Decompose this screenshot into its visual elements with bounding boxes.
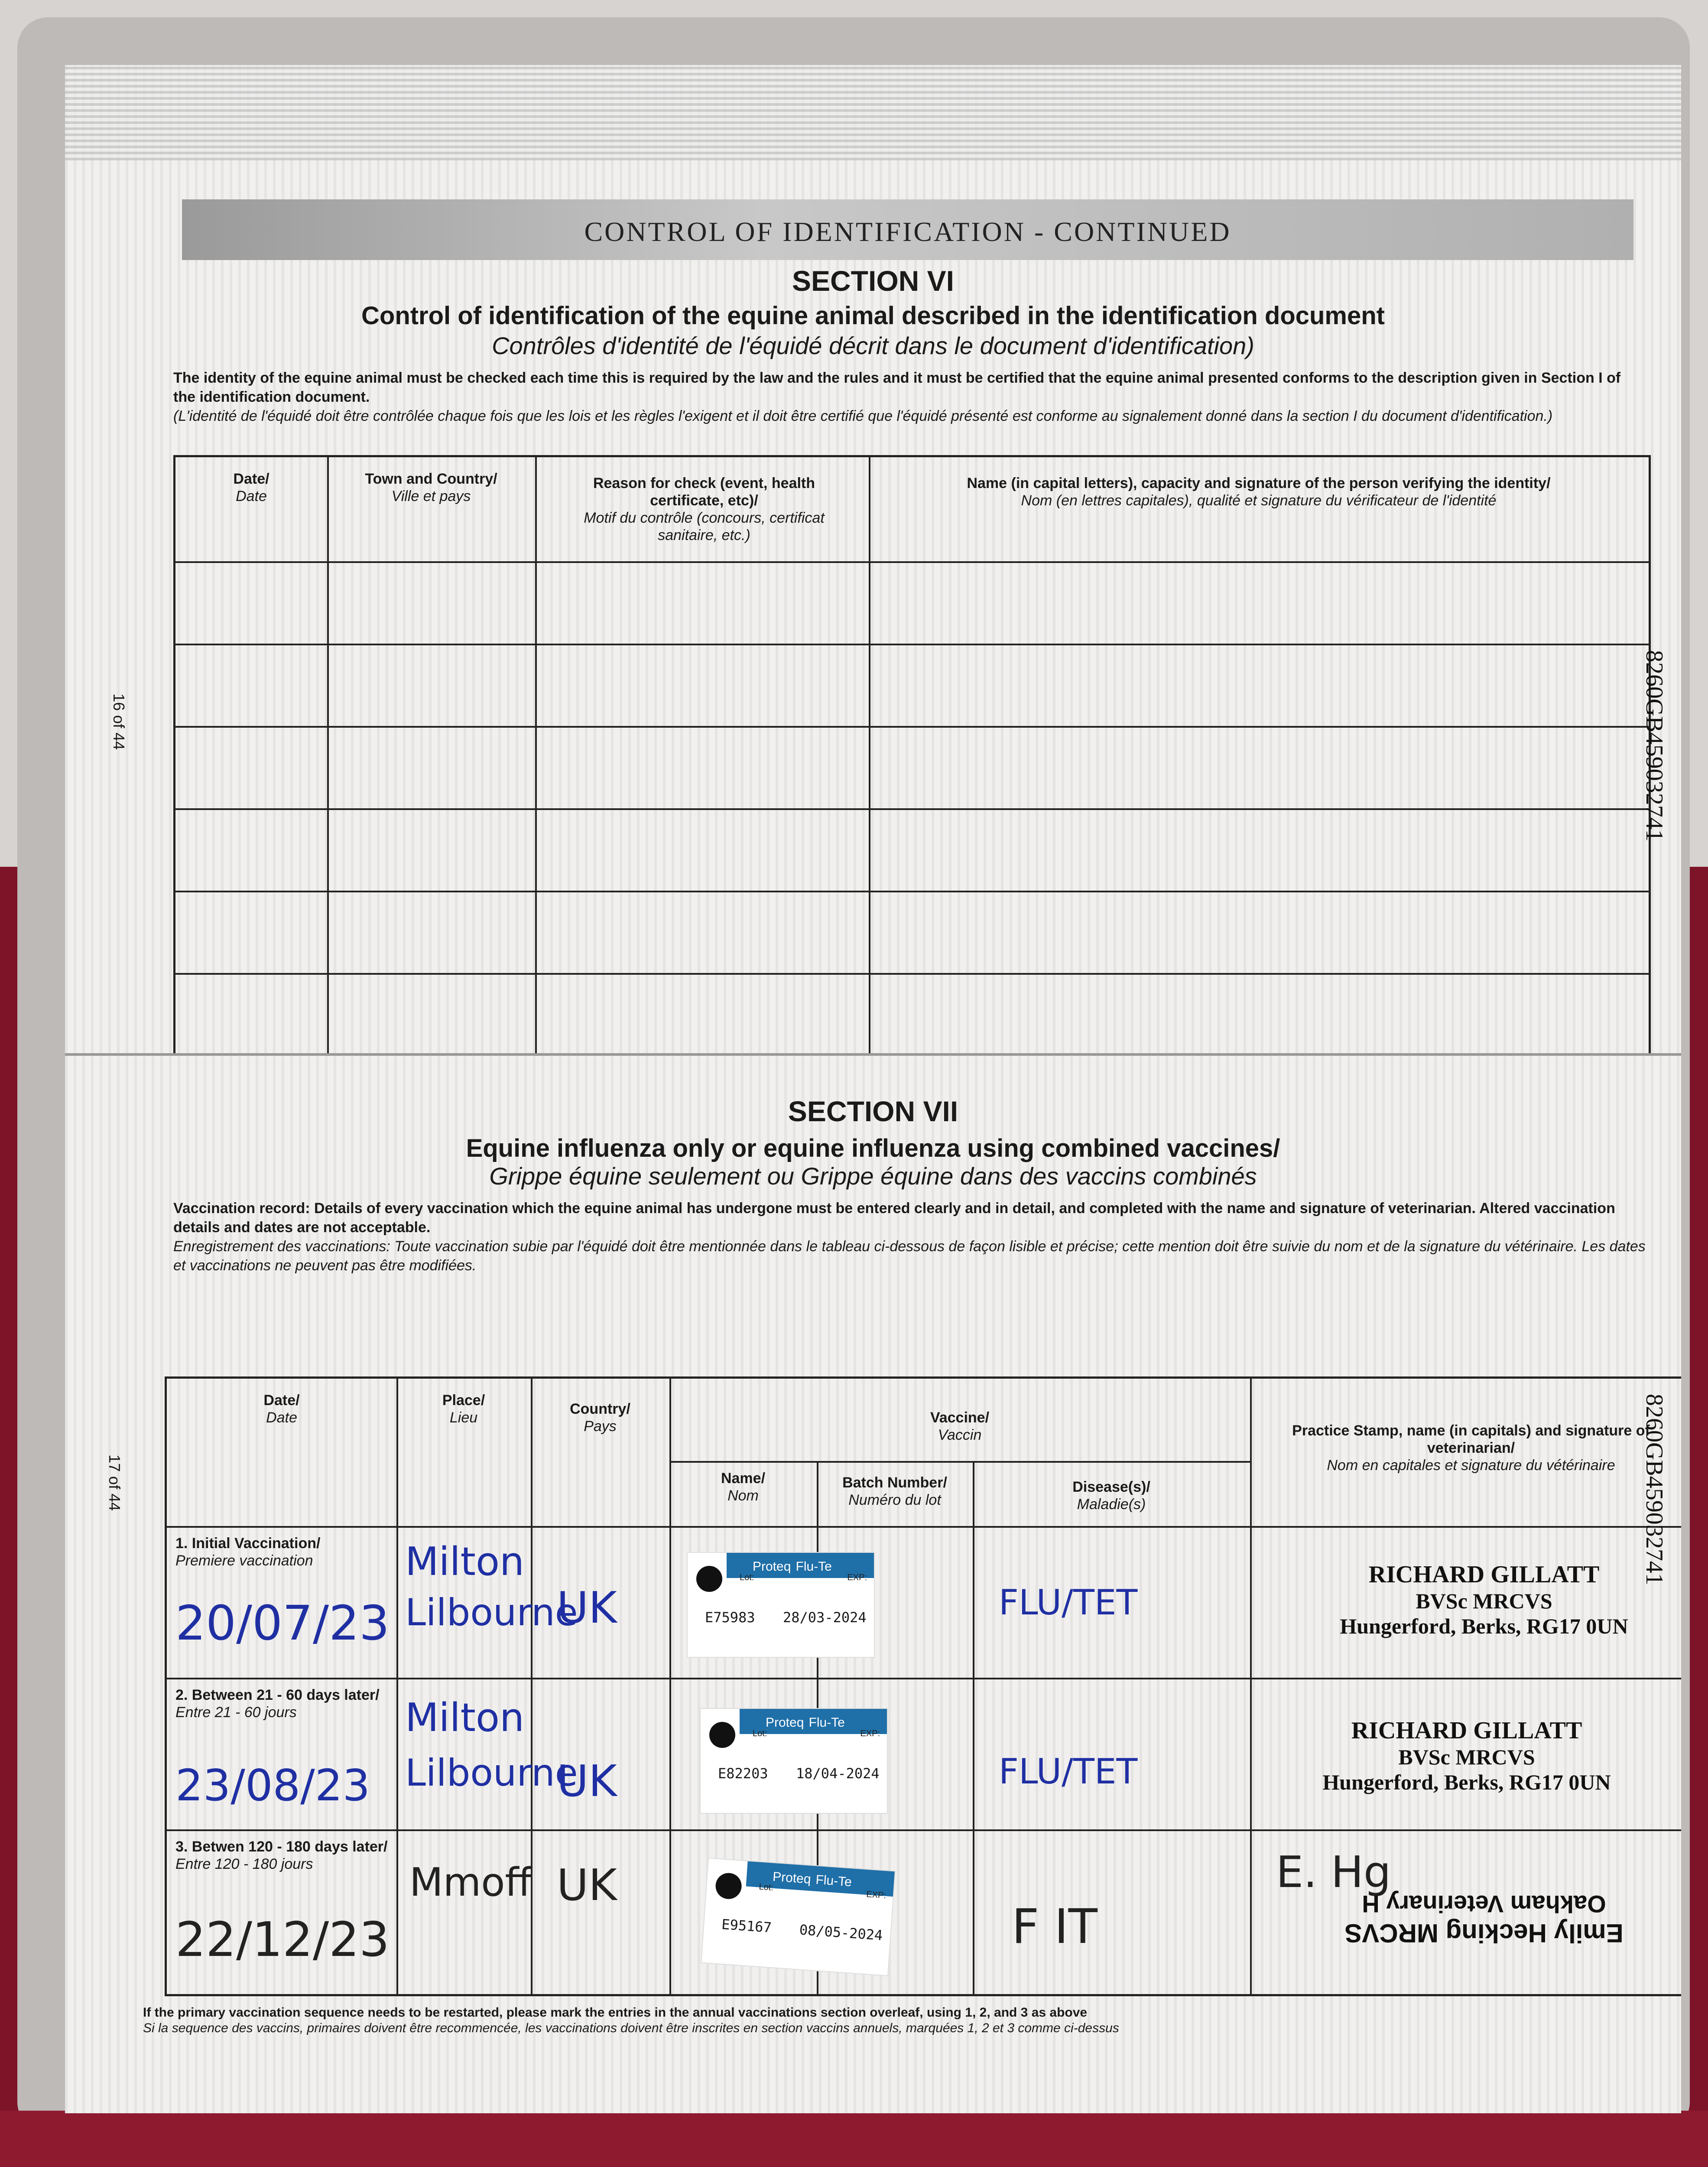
row2-place-line1: Milton	[405, 1695, 525, 1741]
row2-country: UK	[557, 1756, 617, 1806]
row1-label: 1. Initial Vaccination/ Premiere vaccination	[175, 1535, 321, 1569]
section-vi-intro	[173, 368, 1646, 426]
section-vii-subtitle-en: Equine influenza only or equine influenza using combined vaccines/	[466, 1134, 1280, 1162]
row1-batch: E75983	[705, 1609, 755, 1626]
row2-vaccine-label: Proteq Flu-Te Lot: EXP: E82203 18/04-2024	[700, 1708, 888, 1814]
page-section-vii	[65, 1053, 1681, 2113]
vaccination-table	[165, 1376, 1681, 1996]
section-vi-subtitle-en: Control of identification of the equine animal described in the identification document	[361, 302, 1385, 330]
col-town-country: Town and Country/ Ville et pays	[365, 471, 497, 504]
col-date: Date/ Date	[233, 471, 270, 504]
row3-disease: F IT	[1012, 1899, 1098, 1954]
row1-disease: FLU/TET	[999, 1582, 1138, 1623]
vaccination-record-text	[173, 1199, 1646, 1275]
record-fr: Enregistrement des vaccinations: Toute vaccination subie par l'équidé doit être mentionnée dans le tableau ci-dessous de façon lisible et précise; cette mention doit être suivie du nom et de la signature du vétérinaire. Les dates et vaccinations ne peuvent pas être modifiées.	[173, 1238, 1646, 1274]
col-disease: Disease(s)/ Maladie(s)	[1072, 1479, 1150, 1513]
section-vi-subtitle-fr: Contrôles d'identité de l'équidé décrit dans le document d'identification)	[492, 332, 1254, 359]
passport-id-bottom: 8260GB459032741	[1641, 1394, 1668, 1585]
row2-vaccine-brand: Proteq Flu-Te	[766, 1715, 845, 1730]
col-place: Place/ Lieu	[442, 1392, 485, 1426]
row3-vet-stamp: Emily Hecking MRCVS Oakham Veterinary H	[1344, 1890, 1624, 1948]
passport-cover-edge	[0, 2111, 1708, 2167]
record-en: Vaccination record: Details of every vaccination which the equine animal has undergone must be entered clearly and in detail, and completed with the name and signature of veterinarian. Altered vaccination details and dates are not acceptable.	[173, 1200, 1615, 1236]
page-number-17: 17 of 44	[106, 1454, 123, 1511]
intro-fr: (L'identité de l'équidé doit être contrôlée chaque fois que les lois et les règles l'exigent et il doit être certifié que l'équidé présenté est conforme au signalement donné dans la section I du document d'identification.)	[173, 408, 1553, 424]
col-reason: Reason for check (event, health certificate, etc)/ Motif du contrôle (concours, certificat sanitaire, etc.)	[584, 475, 825, 543]
col-vaccine-name: Name/ Nom	[721, 1470, 766, 1504]
page-section-vi	[65, 65, 1681, 1105]
row3-country: UK	[557, 1860, 617, 1910]
section-banner	[182, 199, 1633, 260]
row3-vet-signature: E. Hg	[1276, 1847, 1391, 1897]
row3-expiry: 08/05-2024	[799, 1921, 883, 1944]
restart-note: If the primary vaccination sequence needs to be restarted, please mark the entries in the annual vaccinations section overleaf, using 1, 2, and 3 as above Si la sequence des vaccins, primaires doivent être recommencée, les vaccinations doivent être inscrites en section vaccins annuels, marquées 1, 2 et 3 comme ci-dessus	[143, 2005, 1119, 2035]
row3-batch: E95167	[721, 1916, 773, 1936]
row2-place-line2: Lilbourne	[405, 1751, 578, 1795]
row1-vaccine-brand: Proteq Flu-Te	[753, 1559, 832, 1574]
page-number-16: 16 of 44	[110, 693, 128, 750]
row1-vet-stamp: RICHARD GILLATT BVSc MRCVS Hungerford, Berks, RG17 0UN	[1340, 1561, 1628, 1638]
row1-vaccine-label: Proteq Flu-Te Lot: EXP: E75983 28/03-2024	[687, 1552, 875, 1658]
row2-disease: FLU/TET	[999, 1751, 1138, 1792]
row1-place-line2: Lilbourne	[405, 1591, 578, 1634]
col-batch: Batch Number/ Numéro du lot	[842, 1474, 947, 1508]
row2-batch: E82203	[718, 1765, 768, 1782]
col-practice-stamp: Practice Stamp, name (in capitals) and signature of veterinarian/ Nom en capitales et signature du vétérinaire	[1292, 1422, 1650, 1474]
row1-country: UK	[557, 1582, 617, 1633]
col-vaccine: Vaccine/ Vaccin	[930, 1409, 990, 1443]
identity-check-table	[173, 455, 1651, 1066]
row2-expiry: 18/04-2024	[796, 1765, 880, 1782]
section-vii-title: SECTION VII	[788, 1095, 958, 1127]
row1-expiry: 28/03-2024	[783, 1609, 867, 1626]
row1-place-line1: Milton	[405, 1539, 525, 1585]
section-vii-subtitle-fr: Grippe équine seulement ou Grippe équine dans des vaccins combinés	[489, 1162, 1257, 1190]
banner-title: CONTROL OF IDENTIFICATION - CONTINUED	[584, 216, 1231, 247]
row3-vaccine-brand: Proteq Flu-Te	[772, 1869, 852, 1890]
row1-date: 20/07/23	[175, 1595, 390, 1651]
intro-en: The identity of the equine animal must be checked each time this is required by the law and the rules and it must be certified that the equine animal presented conforms to the description given in Section I of the identification document.	[173, 370, 1621, 405]
passport-id-top: 8260GB459032741	[1641, 650, 1668, 842]
row3-date: 22/12/23	[175, 1912, 390, 1967]
row2-label: 2. Between 21 - 60 days later/ Entre 21 - 60 jours	[175, 1687, 380, 1721]
row2-date: 23/08/23	[175, 1760, 370, 1811]
section-vi-title: SECTION VI	[792, 265, 955, 297]
row3-vaccine-label: Proteq Flu-Te Lot: EXP: E95167 08/05-2024	[701, 1858, 896, 1976]
row3-label: 3. Betwen 120 - 180 days later/ Entre 120 - 180 jours	[175, 1838, 388, 1872]
row3-place: Mmoff	[409, 1860, 532, 1905]
col-verifier: Name (in capital letters), capacity and signature of the person verifying the identity/ Nom (en lettres capitales), qualité et signature du vérificateur de l'identité	[967, 475, 1551, 509]
col-date: Date/ Date	[263, 1392, 300, 1426]
row2-vet-stamp: RICHARD GILLATT BVSc MRCVS Hungerford, Berks, RG17 0UN	[1322, 1717, 1611, 1794]
col-country: Country/ Pays	[570, 1401, 630, 1435]
